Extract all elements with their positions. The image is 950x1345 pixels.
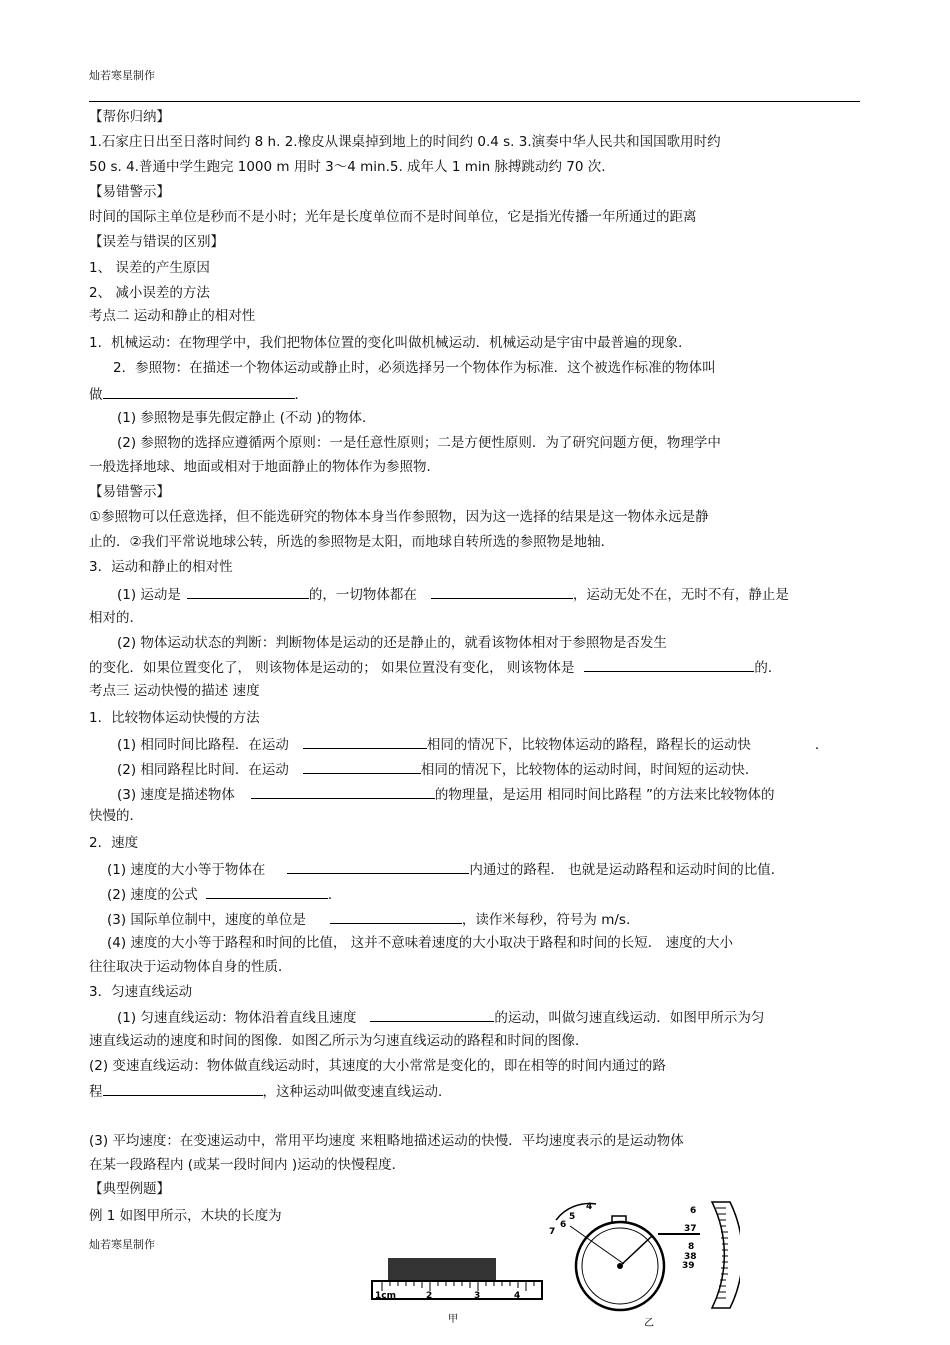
ruler-tick-label: 2	[426, 1291, 433, 1301]
text-line-with-blank	[107, 859, 784, 879]
text-segment: 程	[89, 1084, 103, 1100]
text-line: 1．机械运动：在物理学中，我们把物体位置的变化叫做机械运动．机械运动是宇宙中最普遍的现象．	[89, 335, 692, 351]
topic-heading: 考点二 运动和静止的相对性	[89, 308, 256, 324]
answer-blank[interactable]	[330, 909, 462, 924]
text-segment: (2) 速度的公式	[107, 887, 198, 903]
text-line: 快慢的．	[89, 808, 143, 824]
answer-blank[interactable]	[103, 1081, 263, 1096]
text-line: (2) 变速直线运动：物体做直线运动时，其速度的大小常常是变化的，即在相等的时间内通过的路	[89, 1058, 666, 1074]
answer-blank[interactable]	[584, 657, 754, 672]
text-segment: 相同的情况下，比较物体的运动时间，时间短的运动快．	[420, 762, 759, 778]
ruler-figure	[368, 1255, 546, 1327]
text-line: (2) 物体运动状态的判断：判断物体是运动的还是静止的，就看该物体相对于参照物是否发生	[117, 635, 667, 651]
answer-blank[interactable]	[206, 884, 328, 899]
stopwatch-figure	[540, 1198, 740, 1330]
small-dial-label: 6	[560, 1220, 567, 1230]
text-line: 2、 减小误差的方法	[89, 285, 210, 301]
text-segment: (1) 相同时间比路程．在运动	[117, 737, 289, 753]
answer-blank[interactable]	[187, 584, 309, 599]
big-scale-label: 6	[690, 1206, 697, 1216]
text-segment: 的变化．如果位置变化了， 则该物体是运动的； 如果位置没有变化， 则该物体是	[89, 660, 575, 676]
text-line: 往往取决于运动物体自身的性质．	[89, 959, 292, 975]
answer-blank[interactable]	[251, 784, 435, 799]
text-line-with-blank	[89, 1081, 452, 1101]
text-segment: 的．	[754, 660, 782, 676]
text-line: 速直线运动的速度和时间的图像．如图乙所示为匀速直线运动的路程和时间的图像．	[89, 1033, 589, 1049]
section-heading-warning: 【易错警示】	[89, 484, 170, 500]
text-line-with-blank	[89, 384, 308, 404]
text-line: 2．参照物：在描述一个物体运动或静止时，必须选择另一个物体作为标准．这个被选作标准的物体叫	[113, 360, 716, 376]
section-heading-error: 【误差与错误的区别】	[89, 234, 224, 250]
text-line-with-blank	[117, 784, 775, 804]
small-dial-label: 5	[569, 1212, 576, 1222]
text-line: 1．比较物体运动快慢的方法	[89, 710, 260, 726]
text-segment: 的运动，叫做匀速直线运动．如图甲所示为匀	[494, 1010, 765, 1026]
section-heading-summary: 【帮你归纳】	[89, 109, 170, 125]
text-segment: (3) 速度是描述物体	[117, 787, 235, 803]
section-heading-examples: 【典型例题】	[89, 1181, 170, 1197]
text-segment: 的物理量，是运用 相同时间比路程 ”的方法来比较物体的	[434, 787, 775, 803]
text-line-with-blank	[117, 584, 789, 604]
ruler-caption: 甲	[448, 1314, 458, 1325]
stopwatch-caption: 乙	[644, 1318, 654, 1329]
answer-blank[interactable]	[287, 859, 469, 874]
text-line: ①参照物可以任意选择，但不能选研究的物体本身当作参照物，因为这一选择的结果是这一物体永远是静	[89, 509, 709, 525]
text-line-with-blank	[107, 909, 630, 929]
text-line: 2．速度	[89, 835, 139, 851]
text-line: 在某一段路程内 (或某一段时间内 )运动的快慢程度．	[89, 1157, 406, 1173]
text-segment: ，运动无处不在，无时不有，静止是	[572, 587, 789, 603]
text-segment: (1) 速度的大小等于物体在	[107, 862, 266, 878]
answer-blank[interactable]	[303, 759, 421, 774]
text-line: 时间的国际主单位是秒而不是小时；光年是长度单位而不是时间单位，它是指光传播一年所通过的距离	[89, 209, 697, 225]
text-line: (3) 平均速度：在变速运动中，常用平均速度 来粗略地描述运动的快慢．平均速度表示的是运动物体	[89, 1133, 684, 1149]
page-footer-source: 灿若寒星制作	[89, 1238, 155, 1251]
text-segment: ．	[294, 387, 308, 403]
ruler-tick-label: 4	[514, 1291, 521, 1301]
text-segment: ．	[814, 737, 829, 753]
big-scale-label: 39	[682, 1261, 695, 1271]
text-line: 3．匀速直线运动	[89, 984, 193, 1000]
text-segment: 内通过的路程． 也就是运动路程和运动时间的比值．	[469, 862, 785, 878]
answer-blank[interactable]	[431, 584, 573, 599]
text-line-with-blank	[107, 884, 341, 904]
section-heading-warning: 【易错警示】	[89, 184, 170, 200]
text-segment: 的，一切物体都在	[308, 587, 417, 603]
text-segment: 做	[89, 387, 103, 403]
small-dial-label: 4	[586, 1202, 593, 1212]
text-line: 3．运动和静止的相对性	[89, 559, 233, 575]
big-scale-label: 38	[684, 1252, 697, 1262]
big-scale-label: 8	[688, 1242, 695, 1252]
answer-blank[interactable]	[370, 1007, 494, 1022]
answer-blank[interactable]	[303, 734, 427, 749]
small-dial-label: 7	[549, 1227, 556, 1237]
text-line: 1.石家庄日出至日落时间约 8 h. 2.橡皮从课桌掉到地上的时间约 0.4 s. 3.演奏中华人民共和国国歌用时约	[89, 134, 721, 150]
text-segment: (2) 相同路程比时间．在运动	[117, 762, 289, 778]
text-segment: (1) 运动是	[117, 587, 181, 603]
text-line: 50 s. 4.普通中学生跑完 1000 m 用时 3～4 min.5. 成年人 1 min 脉搏跳动约 70 次.	[89, 159, 606, 175]
header-rule	[89, 101, 860, 102]
ruler-tick-label: 3	[474, 1291, 481, 1301]
text-line: 止的．②我们平常说地球公转，所选的参照物是太阳，而地球自转所选的参照物是地轴．	[89, 534, 615, 550]
text-segment: 相同的情况下，比较物体运动的路程，路程长的运动快	[426, 737, 751, 753]
page-header-source: 灿若寒星制作	[89, 69, 155, 82]
text-segment: (1) 匀速直线运动：物体沿着直线且速度	[117, 1010, 357, 1026]
text-line-with-blank	[89, 657, 781, 677]
text-line: 1、 误差的产生原因	[89, 260, 210, 276]
text-segment: ．	[327, 887, 342, 903]
text-line-with-blank	[117, 759, 758, 779]
text-line-with-blank	[117, 734, 828, 754]
text-line-with-blank	[117, 1007, 764, 1027]
text-line: (1) 参照物是事先假定静止 (不动 )的物体．	[117, 410, 376, 426]
text-line: 一般选择地球、地面或相对于地面静止的物体作为参照物．	[89, 459, 440, 475]
text-line: (2) 参照物的选择应遵循两个原则：一是任意性原则；二是方便性原则．为了研究问题方便，物理学中	[117, 435, 721, 451]
text-line: 相对的．	[89, 610, 143, 626]
example-question: 例 1 如图甲所示，木块的长度为	[89, 1208, 282, 1224]
big-scale-label: 37	[684, 1224, 697, 1234]
topic-heading: 考点三 运动快慢的描述 速度	[89, 683, 260, 699]
text-segment: (3) 国际单位制中，速度的单位是	[107, 912, 306, 928]
text-line: (4) 速度的大小等于路程和时间的比值， 这并不意味着速度的大小取决于路程和时间的长短． 速度的大小	[107, 935, 733, 951]
text-segment: ，读作米每秒，符号为 m/s.	[461, 912, 631, 928]
wood-block	[388, 1258, 496, 1281]
ruler-unit-label: 1cm	[375, 1291, 396, 1301]
answer-blank[interactable]	[103, 384, 295, 399]
text-segment: ，这种运动叫做变速直线运动．	[262, 1084, 452, 1100]
